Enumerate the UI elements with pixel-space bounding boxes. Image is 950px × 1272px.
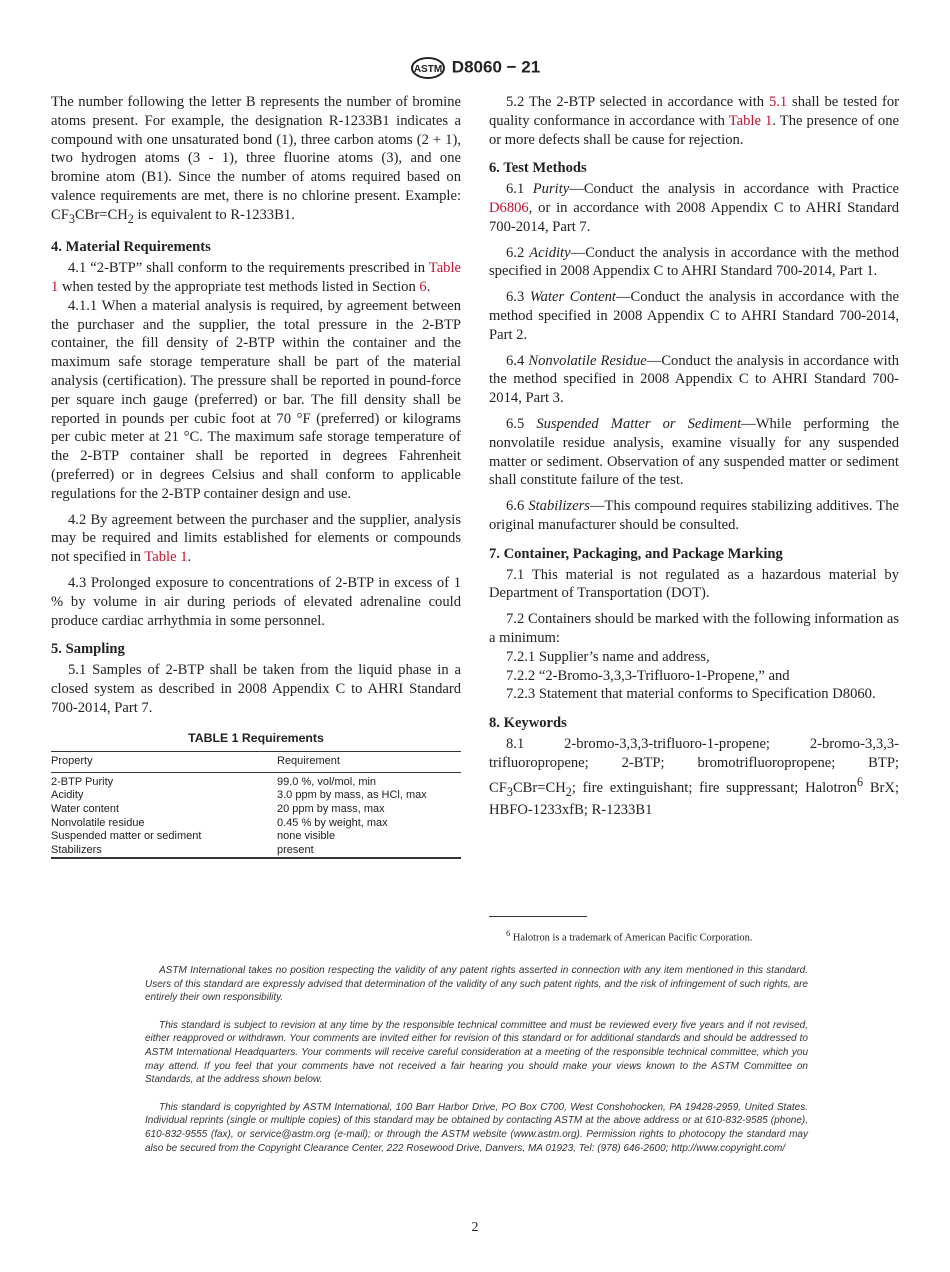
text-run: shall be tested for quality conformance in accordance with [489,94,899,129]
table-row [51,830,461,844]
notice-paragraph: This standard is subject to revision at any time by the responsible technical committee and must be reviewed every five years and if not revised, either reapproved or withdrawn. Your comments are invited either for revision of this standard or for additional standards and should be addressed to ASTM International Headquarters. Your comments will receive careful consideration at a meeting of the responsible technical committee, which you may attend. If you feel that your comments have not received a fair hearing you should make your views known to the ASTM Committee on Standards, at the address shown below. [145,1019,808,1086]
text-run: 7.2 Containers should be marked with the following information as a minimum: [489,611,899,646]
astm-logo-icon [410,56,446,80]
text-run: Stabilizers [528,498,590,515]
text-run: 6.1 [506,181,533,198]
text-run: 4. Material Requirements [51,239,211,256]
text-run: 3 [506,784,513,799]
text-run: . [187,549,192,566]
text-run: 7.1 This material is not regulated as a hazardous material by Department of Transportation (DOT). [489,566,899,602]
text-run: 7. Container, Packaging, and Package Marking [489,545,783,562]
paragraph [51,511,461,567]
text-run: 6. Test Methods [489,160,587,177]
table-cell: 99.0 %, vol/mol, min [277,775,377,788]
table-cell: Nonvolatile residue [51,816,145,829]
page-header [0,56,950,80]
text-run: —Conduct the analysis in accordance with the method specified in 2008 Appendix C to AHRI Standard 700-2014, Part 2. [489,289,900,343]
cross-reference-link[interactable]: D6806 [489,199,529,216]
designation: D8060 − 21 [451,57,541,77]
paragraph [489,685,899,704]
table-cell: Suspended matter or sediment [51,830,202,843]
section-heading [489,545,899,564]
paragraph [489,93,899,149]
section-heading [51,640,461,659]
paragraph [489,610,899,648]
paragraph [489,566,899,604]
cross-reference-link[interactable]: Table 1 [51,260,461,296]
paragraph [51,574,461,630]
table-caption: TABLE 1 Requirements [188,730,324,745]
text-run: 7.2.2 “2-Bromo-3,3,3-Trifluoro-1-Propene,” and [506,667,790,684]
table-cell: Water content [51,802,120,815]
text-run: 4.1.1 When a material analysis is required, by agreement between the purchaser and the supplier, the total pressure in the 2-BTP container, the fill density of 2-BTP within the container and the maximum safe storage temperature shall be part of the material analysis (certification). The pressure shall be reported in pound-force per square inch gauge (preferred) or bar. The fill density shall be reported in pounds per cubic foot at 70 °F (preferred) or kilograms per cubic meter at 21 °C. The maximum safe storage temperature of the 2-BTP container shall be reported in degrees Fahrenheit (preferred) or in degrees Celsius and shall conform to applicable regulations for the 2-BTP container design and use. [51,297,461,502]
paragraph [489,648,899,667]
text-run: CBr=CH [512,779,566,796]
text-run: —This compound requires stabilizing additives. The original manufacturer should be consulted. [489,498,899,533]
paragraph [489,244,899,282]
table-row [51,789,461,803]
text-run: 4.1 “2-BTP” shall conform to the requirements prescribed in [68,260,429,277]
astm-notices [145,964,808,1169]
text-run: The number following the letter B represents the number of bromine atoms present. For example, the designation R-1233B1 indicates a compound with one unsaturated bond (1), three carbon atoms (2 + 1), two hydrogen atoms (3 - 1), three fluorine atoms (3), and one bromine atom (B1). Since the number of atoms required based on valence requirements are met, there is no chlorine present. Example: CF [51,94,461,223]
text-run: Suspended Matter or Sediment [536,415,742,432]
paragraph [489,497,899,535]
text-run: 4.2 By agreement between the purchaser and the supplier, analysis may be required and limits established for elements or compounds not specified in [51,511,461,566]
section-heading [51,238,461,257]
table-cell: 0.45 % by weight, max [277,816,388,829]
text-run: 5. Sampling [51,641,125,658]
text-run: 8. Keywords [489,715,567,732]
cross-reference-link[interactable]: Table 1 [728,112,773,129]
table-cell: 3.0 ppm by mass, as HCl, max [277,789,427,802]
paragraph [489,415,899,490]
text-run: 6 [856,774,864,789]
text-run: . The presence of one or more defects shall be cause for rejection. [489,112,899,148]
text-run: 6.6 [506,498,529,515]
column-header: Requirement [277,752,461,773]
text-run: 6.2 [506,244,530,261]
svg-text:ASTM: ASTM [413,64,442,75]
left-column [51,93,461,859]
section-heading [489,714,899,733]
paragraph [489,352,899,408]
right-column [489,93,899,820]
table-cell: Acidity [51,789,84,802]
notice-paragraph: ASTM International takes no position respecting the validity of any patent rights asserted in connection with any item mentioned in this standard. Users of this standard are expressly advised that determination of the validity of any such patent rights, and the risk of infringement of such rights, are entirely their own responsibility. [145,965,808,1004]
text-run: —Conduct the analysis in accordance with the method specified in 2008 Appendix C to AHRI Standard 700-2014, Part 3. [489,352,900,407]
text-run: 4.3 Prolonged exposure to concentrations of 2-BTP in excess of 1 % by volume in air during periods of elevated adrenaline could produce cardiac arrhythmia in some personnel. [51,575,461,629]
text-run: 5.1 Samples of 2-BTP shall be taken from the liquid phase in a closed system as described in 2008 Appendix C to AHRI Standard 700-2014, Part 7. [51,662,461,716]
text-run: 6.3 [506,289,530,306]
cross-reference-link[interactable]: 6 [419,279,427,296]
page-number: 2 [471,1220,479,1235]
text-run: Purity [532,181,570,198]
table-cell: 20 ppm by mass, max [277,802,385,815]
table-row [51,772,461,789]
text-run: 3 [68,211,75,226]
text-run: Water Content [529,289,616,306]
text-run: Nonvolatile Residue [528,352,647,369]
cross-reference-link[interactable]: Table 1 [144,549,188,566]
text-run: Acidity [529,244,571,261]
text-run: 2 [565,784,572,799]
text-run: BrX; HBFO-1233xfB; R-1233B1 [489,779,899,819]
footnote-divider [489,916,587,917]
text-run: —Conduct the analysis in accordance with the method specified in 2008 Appendix C to AHRI Standard 700-2014, Part 1. [489,244,900,280]
text-run: 7.2.3 Statement that material conforms to Specification D8060. [506,686,876,703]
footnote [489,928,899,943]
text-run: 6.5 [506,415,537,432]
text-run: 7.2.1 Supplier’s name and address, [506,648,710,665]
footnote-mark: 6 [506,928,511,938]
paragraph [51,297,461,504]
text-run: —Conduct the analysis in accordance with Practice [569,181,899,198]
paragraph [489,667,899,686]
text-run: 5.2 The 2-BTP selected in accordance with [506,94,769,110]
cross-reference-link[interactable]: 5.1 [768,94,788,110]
table-row [51,844,461,859]
text-run: when tested by the appropriate test methods listed in Section [58,279,420,296]
text-run: . [426,279,431,296]
text-run: 6.4 [506,352,529,369]
requirements-table [51,732,461,860]
table-row [51,803,461,817]
table-row [51,817,461,831]
text-run: CBr=CH [74,206,128,223]
text-run: 8.1 2-bromo-3,3,3-trifluoro-1-propene; 2-bromo-3,3,3-trifluoropropene; 2-BTP; bromotrifluoropropene; BTP; CF [489,735,899,796]
paragraph [51,661,461,717]
text-run: is equivalent to R-1233B1. [133,206,295,223]
table-cell: none visible [277,830,336,843]
table-cell: 2-BTP Purity [51,775,114,788]
table-cell: present [277,843,314,856]
table-cell: Stabilizers [51,843,102,856]
paragraph [51,93,461,228]
paragraph [51,259,461,297]
text-run: —While performing the nonvolatile residue analysis, examine visually for any suspended matter or sediment. Observation of any suspended matter or sediment shall constitute failure of the test. [489,415,899,489]
text-run: ; fire extinguishant; fire suppressant; Halotron [571,779,857,796]
paragraph [489,288,899,344]
footnote-text: Halotron is a trademark of American Pacific Corporation. [510,932,753,944]
notice-paragraph: This standard is copyrighted by ASTM International, 100 Barr Harbor Drive, PO Box C700, West Conshohocken, PA 19428-2959, United States. Individual reprints (single or multiple copies) of this standard may be obtained by contacting ASTM at the above address or at 610-832-9585 (phone), 610-832-9555 (fax), or service@astm.org (e-mail); or through the ASTM website (www.astm.org). Permission rights to photocopy the standard may also be secured from the Copyright Clearance Center, 222 Rosewood Drive, Danvers, MA 01923, Tel: (978) 646-2600; http://www.copyright.com/ [145,1101,808,1154]
paragraph [489,735,899,820]
paragraph [489,180,899,236]
column-header: Property [51,752,277,773]
section-heading [489,159,899,178]
text-run: , or in accordance with 2008 Appendix C to AHRI Standard 700-2014, Part 7. [489,199,899,235]
text-run: 2 [127,211,134,226]
